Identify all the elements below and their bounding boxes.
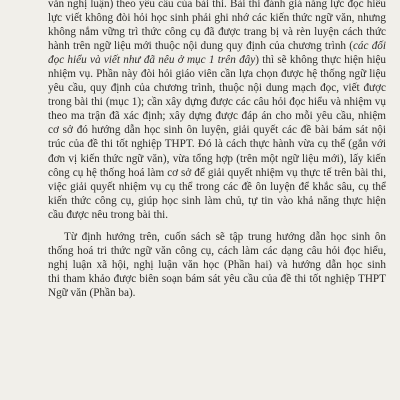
text-run: hành trên ngữ liệu mới thuộc nội dung quy định của chương trình (: [48, 40, 353, 53]
text-line: văn nghị luận) theo yêu cầu của bài thi. Bài thi đánh giá năng lực đọc hiểu: [48, 0, 386, 10]
text-line: nghị luận xã hội, nghị luận văn học (Phần hai) và hướng dẫn học sinh: [48, 258, 386, 271]
text-line: Từ định hướng trên, cuốn sách sẽ tập trung hướng dẫn học sinh ôn: [64, 230, 386, 243]
text-line: lực viết không đòi hỏi học sinh phải ghi nhớ các kiến thức ngữ văn, nhưng: [48, 12, 386, 25]
text-line: thi tham khảo được biên soạn bám sát yêu cầu của đề thi tốt nghiệp THPT: [48, 272, 386, 285]
paragraph-2: [48, 230, 386, 300]
text-line: công cụ hệ thống hoá làm cơ sở để giải quyết nhiệm vụ thực tế trên bài thi,: [48, 166, 386, 179]
text-line: trúc của đề thi tốt nghiệp THPT. Đó là cách thực hành vừa cụ thể (gắn với: [48, 138, 386, 151]
paragraph-1: [48, 0, 386, 222]
text-line: Ngữ văn (Phần ba).: [48, 286, 136, 299]
text-line: theo ma trận đã xác định; xây dựng được đáp án cho mỗi yêu cầu, nhiệm: [48, 110, 386, 123]
text-line: [48, 39, 386, 53]
text-line: cầu được nêu trong bài thi.: [48, 208, 169, 221]
paragraph-gap: [48, 222, 386, 230]
text-line: không nắm vững trì thức công cụ đã được trang bị và rèn luyện cách thức: [48, 26, 386, 39]
text-line: cơ sở đó hướng dẫn học sinh ôn luyện, giải quyết các đề bài bám sát nội: [48, 124, 386, 137]
text-line: việc giải quyết nhiệm vụ cụ thể trong các đề ôn luyện để khắc sâu, cụ thể: [48, 180, 386, 193]
text-line: yêu cầu, quy định của chương trình, thuộc nội dung mạch đọc, viết được: [48, 82, 386, 95]
text-run: ) thì sẽ không thực hiện hiệu: [255, 54, 386, 67]
text-line: kiến thức công cụ, giúp học sinh làm chủ, tự tin vào khả năng thực hiện: [48, 194, 386, 207]
italic-run: các đối: [352, 40, 386, 53]
text-line: [48, 53, 386, 67]
italic-run: đọc hiểu và viết như đã nêu ở mục 1 trên đây: [48, 54, 256, 67]
text-line: đơn vị kiến thức ngữ văn), vừa tổng hợp (trên một ngữ liệu mới), lấy kiến: [48, 152, 386, 165]
text-line: thống hoá tri thức ngữ văn công cụ, cách làm các dạng câu hỏi đọc hiểu,: [48, 244, 386, 257]
text-line: trong bài thi (mục 1); cần xây dựng được các câu hỏi đọc hiểu và nhiệm vụ: [48, 96, 386, 109]
text-line: nhiệm vụ. Phần này đòi hỏi giáo viên cần lựa chọn được hệ thống ngữ liệu: [48, 68, 386, 81]
body-text: [48, 0, 386, 300]
